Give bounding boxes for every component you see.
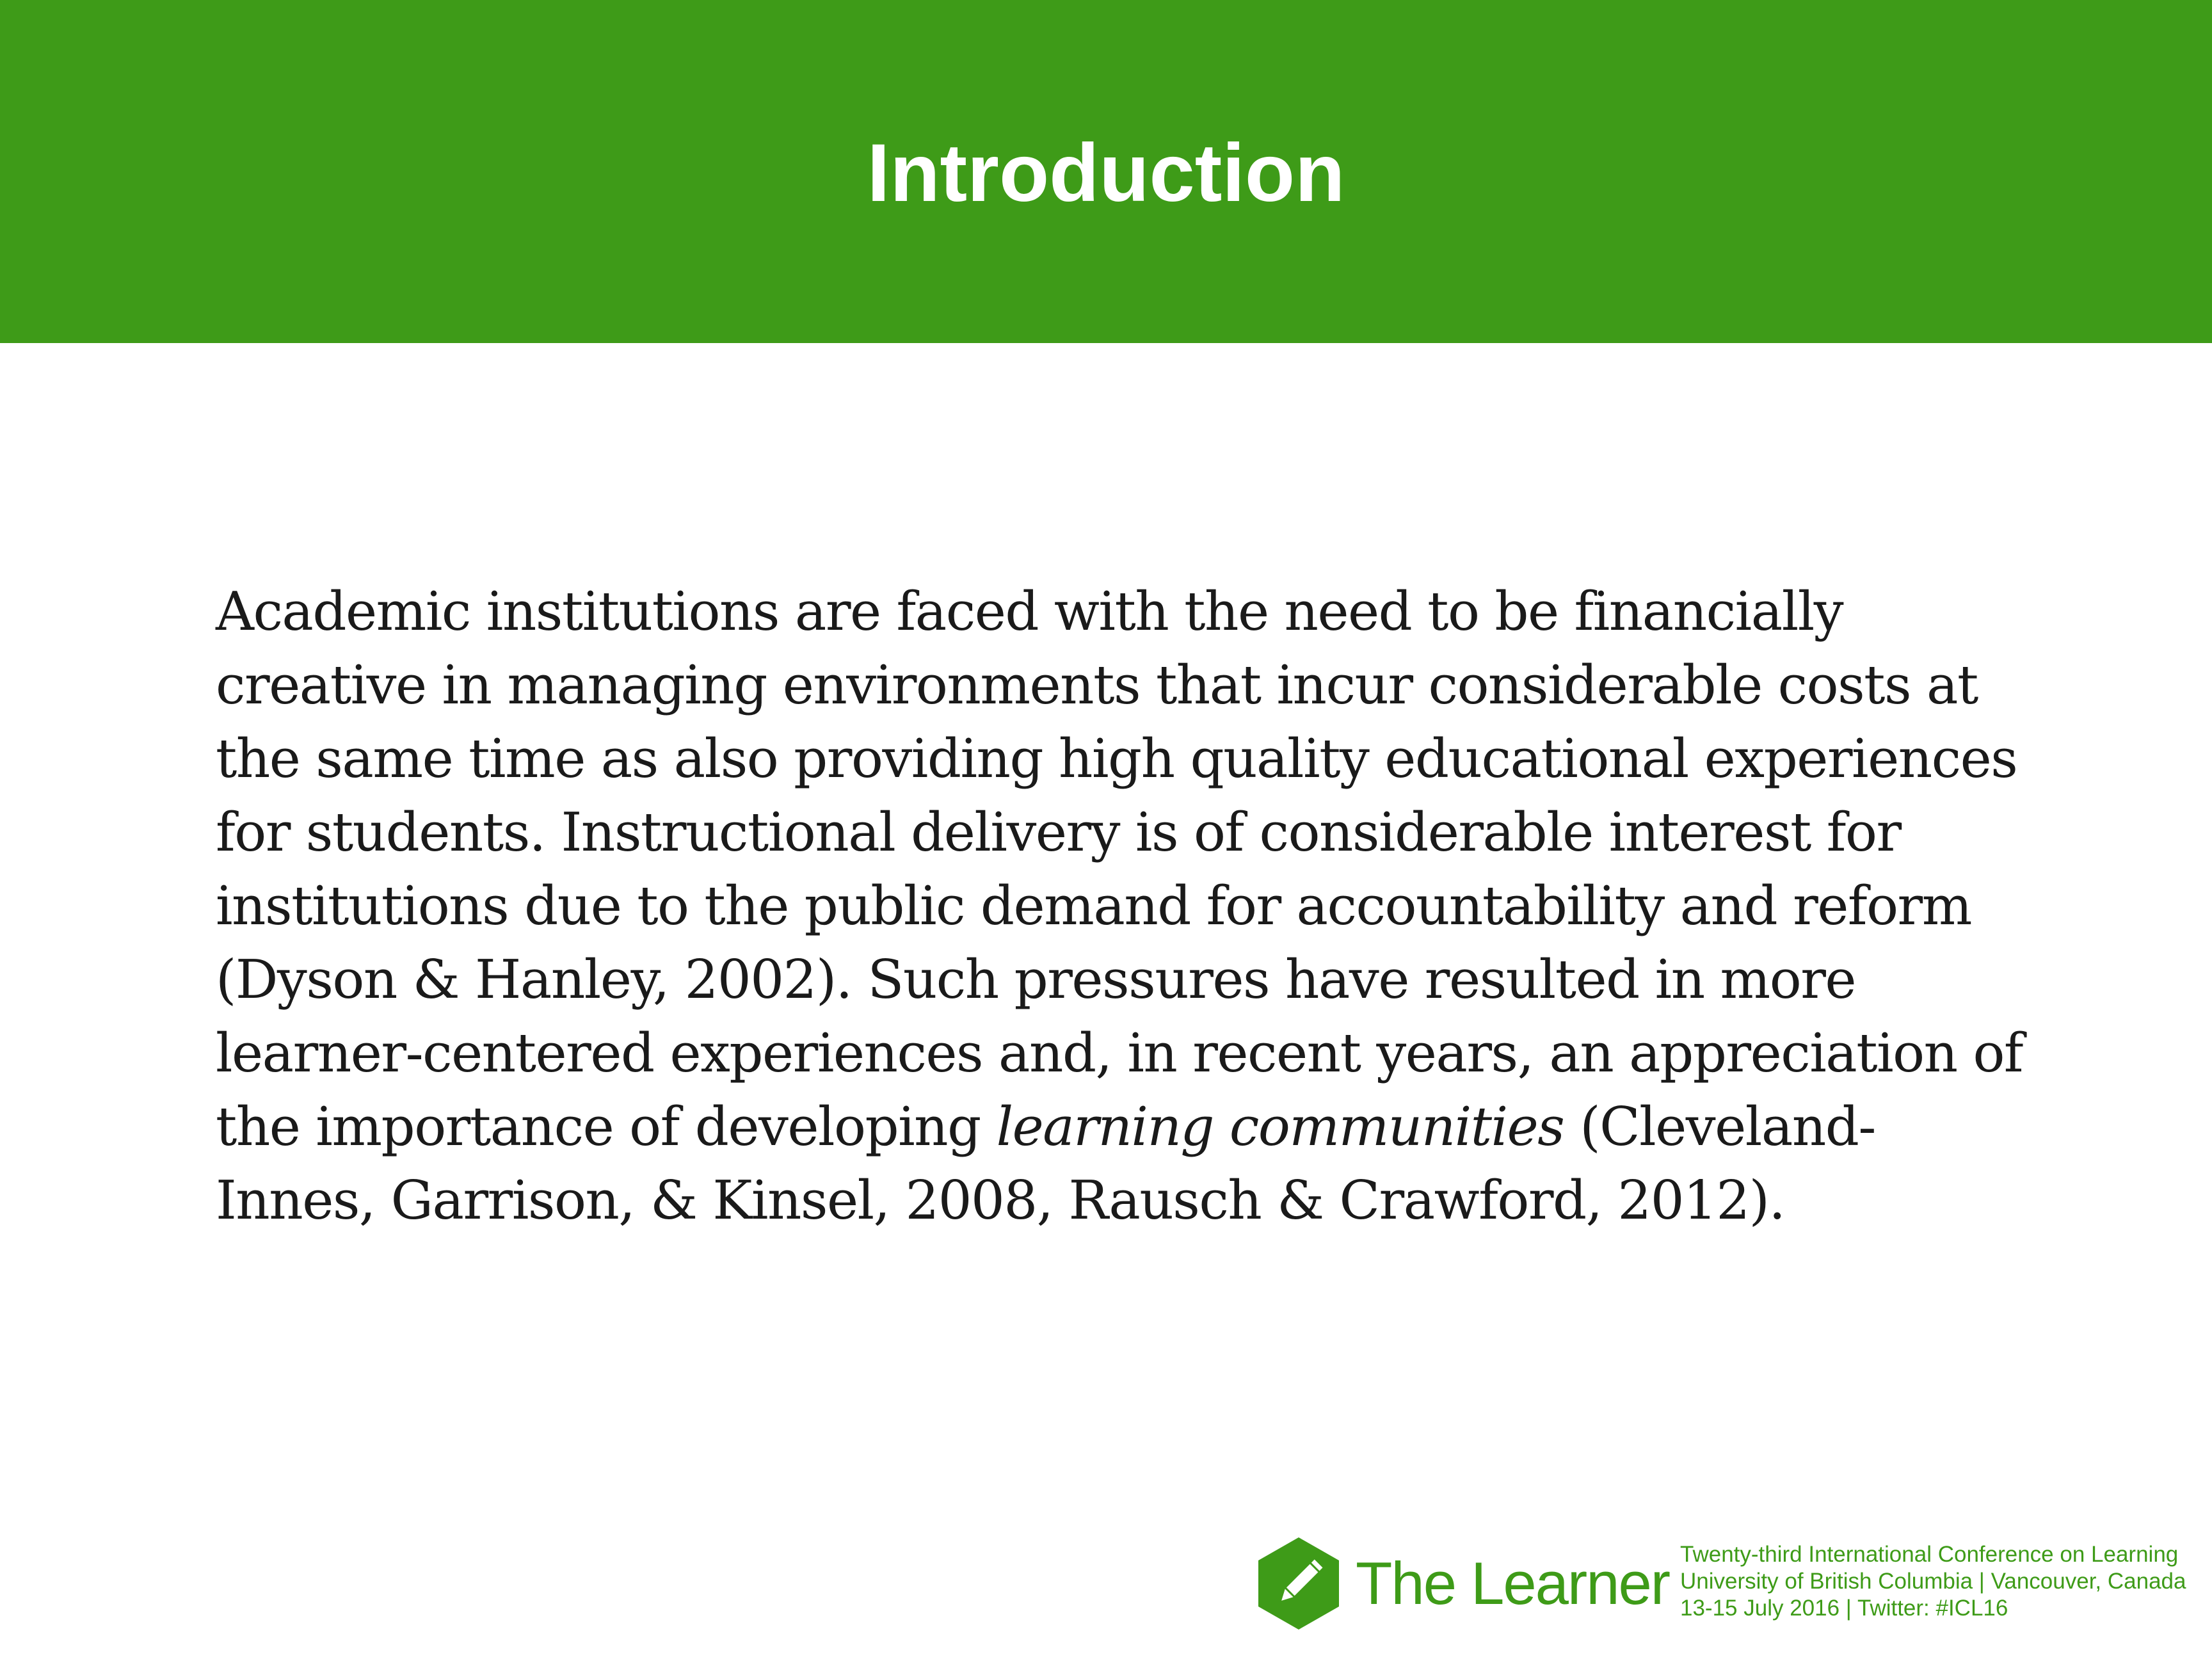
body-line: Academic institutions are faced with the need to be financially	[216, 581, 1843, 643]
slide-title: Introduction	[867, 127, 1345, 219]
conference-location: University of British Columbia | Vancouver, Canada	[1680, 1569, 2186, 1594]
body-line: institutions due to the public demand for accountability and reform	[216, 875, 1971, 937]
body-line: creative in managing environments that incur considerable costs at	[216, 654, 1978, 716]
body-line	[216, 1090, 2136, 1164]
footer-logo	[1256, 1535, 1669, 1632]
emphasis-learning-communities: learning communities	[996, 1096, 1564, 1158]
conference-title: Twenty-third International Conference on Learning	[1680, 1542, 2179, 1567]
conference-dates: 13-15 July 2016 | Twitter: #ICL16	[1680, 1596, 2008, 1621]
body-line: for students. Instructional delivery is of considerable interest for	[216, 801, 1901, 863]
body-text-segment: (Cleveland-	[1564, 1096, 1875, 1158]
body-text-segment: the importance of developing	[216, 1096, 997, 1158]
conference-info	[1680, 1541, 2186, 1622]
body-paragraph	[216, 575, 2136, 1237]
body-line: learner-centered experiences and, in recent years, an appreciation of	[216, 1022, 2023, 1084]
logo-text: The Learner	[1356, 1550, 1670, 1617]
body-line: (Dyson & Hanley, 2002). Such pressures have resulted in more	[216, 949, 1856, 1011]
pencil-hexagon-icon	[1256, 1535, 1342, 1632]
body-line: the same time as also providing high quality educational experiences	[216, 728, 2017, 790]
body-line: Innes, Garrison, & Kinsel, 2008, Rausch & Crawford, 2012).	[216, 1169, 1785, 1231]
